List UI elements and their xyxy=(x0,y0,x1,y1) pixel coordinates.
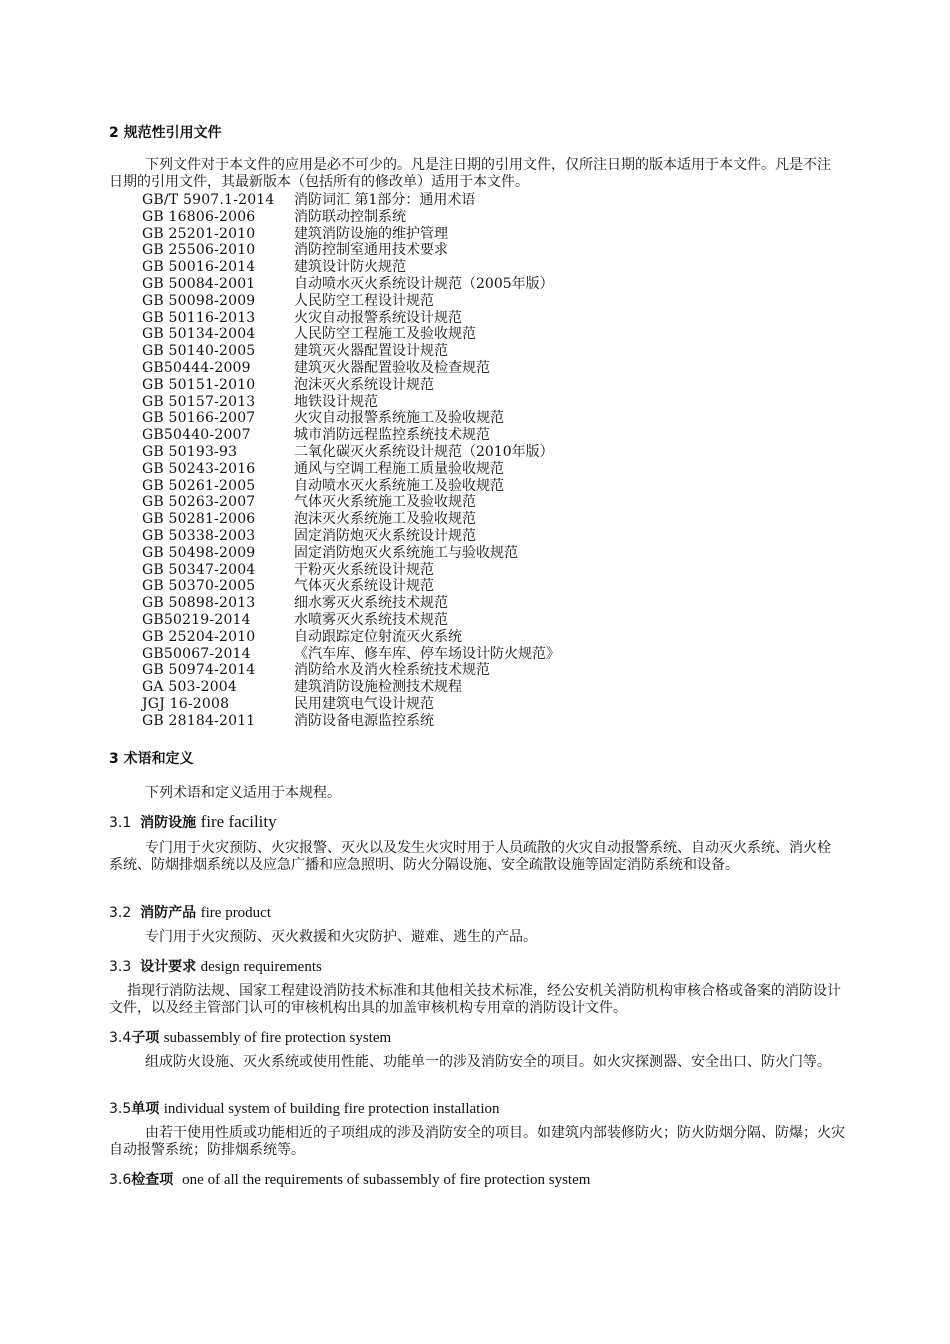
reference-code: GB 50347-2004 xyxy=(142,561,256,578)
reference-title: 建筑灭火器配置设计规范 xyxy=(294,343,448,360)
term-en: design requirements xyxy=(200,959,322,975)
term-en: one of all the requirements of subassembly of fire protection system xyxy=(182,1172,591,1188)
reference-code: GB 16806-2006 xyxy=(142,208,256,225)
reference-title: 气体灭火系统设计规范 xyxy=(294,578,434,595)
term-3-4-definition: 组成防火设施、灭火系统或使用性能、功能单一的涉及消防安全的项目。如火灾探测器、安全出口、防火门等。 xyxy=(145,1054,831,1070)
reference-title: 自动喷水灭火系统设计规范（2005年版） xyxy=(294,275,554,292)
reference-code: GB 50261-2005 xyxy=(142,477,256,494)
term-number: 3.5 xyxy=(109,1101,132,1117)
section-2-intro: 下列文件对于本文件的应用是必不可少的。凡是注日期的引用文件，仅所注日期的版本适用于本文件。凡是不注日期的引用文件，其最新版本（包括所有的修改单）适用于本文件。 xyxy=(109,157,831,190)
reference-title: 消防联动控制系统 xyxy=(294,208,406,225)
reference-code: GB50444-2009 xyxy=(142,359,251,376)
reference-code: GB 50193-93 xyxy=(142,443,238,460)
reference-title: 通风与空调工程施工质量验收规范 xyxy=(294,460,504,477)
reference-title: 《汽车库、修车库、停车场设计防火规范》 xyxy=(294,645,560,662)
reference-title: 人民防空工程施工及验收规范 xyxy=(294,326,476,343)
reference-title: 建筑设计防火规范 xyxy=(294,259,406,276)
section-3-intro: 下列术语和定义适用于本规程。 xyxy=(145,785,341,801)
reference-title: 泡沫灭火系统设计规范 xyxy=(294,376,434,393)
reference-title: 固定消防炮灭火系统施工与验收规范 xyxy=(294,544,518,561)
reference-code: GB 50151-2010 xyxy=(142,376,256,393)
term-zh: 消防设施 xyxy=(140,815,197,831)
term-zh: 消防产品 xyxy=(140,905,197,921)
term-3-6-heading xyxy=(109,1169,590,1189)
term-number: 3.3 xyxy=(109,959,132,975)
reference-code: GB 50281-2006 xyxy=(142,511,256,528)
reference-code: GB 50898-2013 xyxy=(142,595,256,612)
section-2-heading: 2 规范性引用文件 xyxy=(109,125,222,141)
reference-title: 人民防空工程设计规范 xyxy=(294,292,434,309)
term-zh: 单项 xyxy=(131,1101,160,1117)
reference-code: GB 50116-2013 xyxy=(142,309,256,326)
reference-code: GB 50157-2013 xyxy=(142,393,256,410)
term-en: fire facility xyxy=(200,812,277,831)
reference-title: 建筑消防设施检测技术规程 xyxy=(294,679,462,696)
term-number: 3.1 xyxy=(109,815,132,831)
reference-title: 自动喷水灭火系统施工及验收规范 xyxy=(294,477,504,494)
reference-title: 地铁设计规范 xyxy=(294,393,378,410)
term-3-1-heading xyxy=(109,812,277,832)
reference-title: 气体灭火系统施工及验收规范 xyxy=(294,494,476,511)
reference-code: GB 50243-2016 xyxy=(142,460,256,477)
reference-title: 建筑灭火器配置验收及检查规范 xyxy=(294,359,490,376)
reference-title: 火灾自动报警系统施工及验收规范 xyxy=(294,410,504,427)
term-number: 3.2 xyxy=(109,905,132,921)
reference-code: GB 50098-2009 xyxy=(142,292,256,309)
term-zh: 子项 xyxy=(131,1030,160,1046)
reference-title: 消防设备电源监控系统 xyxy=(294,712,434,729)
reference-code: JGJ 16-2008 xyxy=(142,695,230,712)
term-3-4-heading xyxy=(109,1027,391,1047)
term-zh: 设计要求 xyxy=(140,959,197,975)
term-3-3-definition: 指现行消防法规、国家工程建设消防技术标准和其他相关技术标准，经公安机关消防机构审核合格或备案的消防设计文件，以及经主管部门认可的审核机构出具的加盖审核机构专用章的消防设计文件。 xyxy=(109,983,841,1016)
reference-title: 消防给水及消火栓系统技术规范 xyxy=(294,662,490,679)
term-3-2-definition: 专门用于火灾预防、灭火救援和火灾防护、避难、逃生的产品。 xyxy=(145,929,537,945)
reference-code: GA 503-2004 xyxy=(142,679,238,696)
reference-title: 固定消防炮灭火系统设计规范 xyxy=(294,527,476,544)
term-3-1-definition: 专门用于火灾预防、火灾报警、灭火以及发生火灾时用于人员疏散的火灾自动报警系统、自动灭火系统、消火栓系统、防烟排烟系统以及应急广播和应急照明、防火分隔设施、安全疏散设施等固定消防系统和设备。 xyxy=(109,840,831,873)
term-zh: 检查项 xyxy=(131,1172,174,1188)
reference-title: 水喷雾灭火系统技术规范 xyxy=(294,611,448,628)
reference-code: GB 28184-2011 xyxy=(142,712,256,729)
reference-title: 自动跟踪定位射流灭火系统 xyxy=(294,628,462,645)
section-3-heading: 3 术语和定义 xyxy=(109,751,194,767)
term-3-5-definition: 由若干使用性质或功能相近的子项组成的涉及消防安全的项目。如建筑内部装修防火；防火防烟分隔、防爆；火灾自动报警系统；防排烟系统等。 xyxy=(109,1125,845,1158)
reference-code: GB 50084-2001 xyxy=(142,275,256,292)
reference-code: GB 50974-2014 xyxy=(142,662,256,679)
reference-code: GB 50134-2004 xyxy=(142,326,256,343)
reference-title: 城市消防远程监控系统技术规范 xyxy=(294,427,490,444)
term-en: individual system of building fire protection installation xyxy=(163,1101,500,1117)
term-number: 3.4 xyxy=(109,1030,132,1046)
reference-title: 细水雾灭火系统技术规范 xyxy=(294,595,448,612)
reference-title: 消防控制室通用技术要求 xyxy=(294,242,448,259)
term-number: 3.6 xyxy=(109,1172,132,1188)
reference-title: 民用建筑电气设计规范 xyxy=(294,695,434,712)
reference-title: 二氧化碳灭火系统设计规范（2010年版） xyxy=(294,443,554,460)
term-3-3-heading xyxy=(109,956,322,976)
reference-code: GB 50016-2014 xyxy=(142,259,256,276)
reference-code: GB/T 5907.1-2014 xyxy=(142,192,275,208)
term-en: fire product xyxy=(200,905,272,921)
reference-code: GB 50263-2007 xyxy=(142,494,256,511)
reference-code: GB 25204-2010 xyxy=(142,628,256,645)
reference-code: GB 50140-2005 xyxy=(142,343,256,360)
reference-title: 消防词汇 第1部分：通用术语 xyxy=(294,192,476,208)
reference-code: GB 50166-2007 xyxy=(142,410,256,427)
reference-code: GB 50338-2003 xyxy=(142,527,256,544)
reference-code: GB50219-2014 xyxy=(142,611,251,628)
term-en: subassembly of fire protection system xyxy=(163,1030,392,1046)
reference-title: 火灾自动报警系统设计规范 xyxy=(294,309,462,326)
reference-title: 建筑消防设施的维护管理 xyxy=(294,225,448,242)
reference-code: GB 25201-2010 xyxy=(142,225,256,242)
reference-title: 干粉灭火系统设计规范 xyxy=(294,561,434,578)
reference-title: 泡沫灭火系统施工及验收规范 xyxy=(294,511,476,528)
reference-code: GB50440-2007 xyxy=(142,427,251,444)
term-3-5-heading xyxy=(109,1098,500,1118)
reference-code: GB50067-2014 xyxy=(142,645,251,662)
reference-code: GB 25506-2010 xyxy=(142,242,256,259)
reference-code: GB 50370-2005 xyxy=(142,578,256,595)
reference-code: GB 50498-2009 xyxy=(142,544,256,561)
term-3-2-heading xyxy=(109,902,271,922)
